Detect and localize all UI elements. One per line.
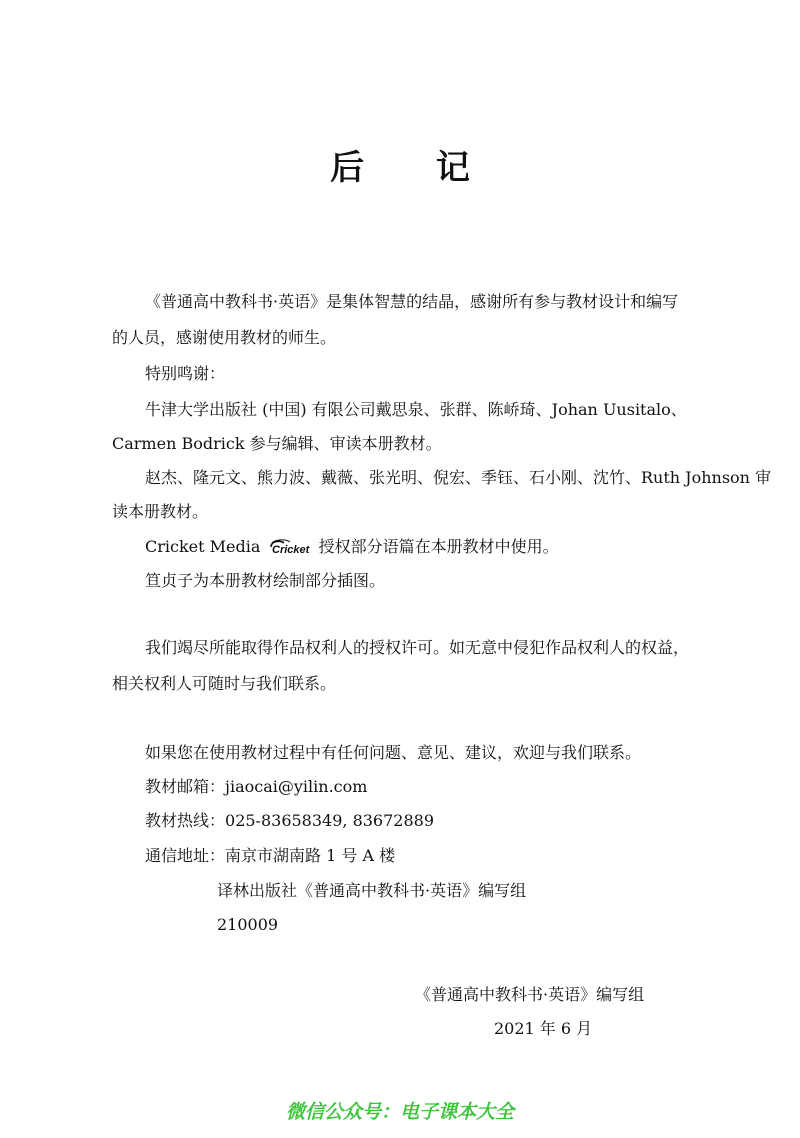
hotline-number: 025-83658349, 83672889 [225,811,435,830]
address-label: 通信地址： [145,846,226,865]
email-row [145,775,725,799]
address-line-1: 南京市湖南路 1 号 A 楼 [225,846,396,865]
signature-group: 《普通高中教科书·英语》编写组 [415,985,645,1004]
svg-text:Cricket: Cricket [271,544,309,556]
thanks-p2-line-1: 赵杰、隆元文、熊力波、戴薇、张光明、倪宏、季钰、石小刚、沈竹、Ruth Johnson 审 [145,468,772,487]
address-row [145,844,725,868]
address-line-2: 译林出版社《普通高中教科书·英语》编写组 [217,881,527,900]
intro-line-2: 的人员，感谢使用教材的师生。 [112,328,337,347]
page-title: 后 记 [330,148,500,188]
copyright-line-2: 相关权利人可随时与我们联系。 [112,674,337,693]
thanks-p1-line-1: 牛津大学出版社 (中国) 有限公司戴思泉、张群、陈峤琦、Johan Uusitalo、 [145,400,687,419]
email-address: jiaocai@yilin.com [225,777,368,796]
postcode: 210009 [217,915,279,934]
hotline-label: 教材热线： [145,811,226,830]
contact-intro: 如果您在使用教材过程中有任何问题、意见、建议，欢迎与我们联系。 [145,743,642,762]
thanks-p1-line-2: Carmen Bodrick 参与编辑、审读本册教材。 [112,434,442,453]
thanks-p2-line-2: 读本册教材。 [112,502,209,521]
copyright-line-1: 我们竭尽所能取得作品权利人的授权许可。如无意中侵犯作品权利人的权益， [145,638,690,657]
intro-line-1: 《普通高中教科书·英语》是集体智慧的结晶，感谢所有参与教材设计和编写 [145,292,679,311]
cricket-logo [268,538,312,556]
email-label: 教材邮箱： [145,777,226,796]
signature-date: 2021 年 6 月 [494,1019,593,1038]
cricket-license-text: 授权部分语篇在本册教材中使用。 [318,537,559,556]
hotline-row [145,809,725,833]
watermark: 微信公众号：电子课本大全 [285,1101,514,1123]
cricket-media-text: Cricket Media [145,537,261,556]
special-thanks-heading: 特别鸣谢： [145,364,226,383]
thanks-p4: 笪贞子为本册教材绘制部分插图。 [145,571,386,590]
thanks-p3 [145,535,725,559]
